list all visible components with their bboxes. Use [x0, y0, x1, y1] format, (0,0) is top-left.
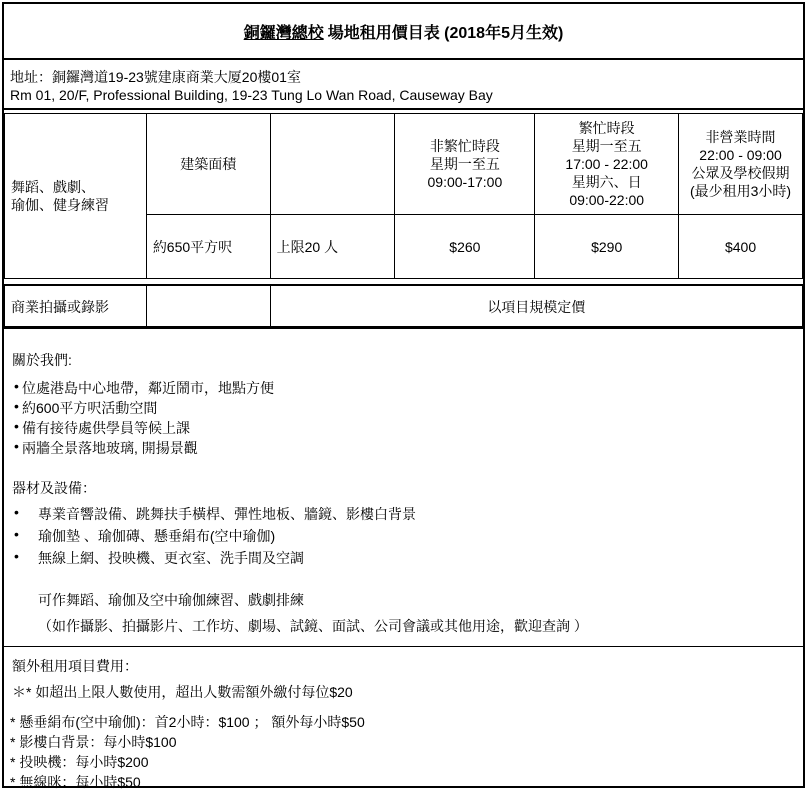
equipment-item: • 瑜伽墊 、瑜伽磚、懸垂絹布(空中瑜伽) — [14, 526, 276, 544]
period-after-hours — [679, 114, 803, 215]
period-detail: 星期一至五 09:00-17:00 — [427, 156, 503, 190]
address-english: Rm 01, 20/F, Professional Building, 19-23 Tung Lo Wan Road, Causeway Bay — [10, 87, 493, 103]
price-table — [4, 113, 803, 329]
activity-label: 舞蹈、戲劇、 瑜伽、健身練習 — [5, 114, 147, 279]
address-block — [4, 58, 803, 110]
extra-item: * 懸垂絹布(空中瑜伽)：首2小時：$100 ； 額外每小時$50 — [10, 714, 365, 730]
extra-item: * 無線咪：每小時$50 — [10, 774, 141, 790]
commercial-label: 商業拍攝或錄影 — [5, 285, 147, 329]
period-name: 非繁忙時段 — [429, 138, 500, 154]
extra-item: * 影樓白背景：每小時$100 — [10, 734, 177, 750]
about-item: • 位處港島中心地帶，鄰近鬧市，地點方便 — [14, 378, 274, 396]
extra-overflow: ＊* 如超出上限人數使用，超出人數需額外繳付每位$20 — [12, 684, 353, 700]
price-after-hours: $400 — [679, 215, 803, 279]
page-title — [4, 4, 803, 60]
period-detail: 星期一至五 17:00 - 22:00 星期六、日 09:00-22:00 — [565, 138, 648, 208]
school-name: 銅鑼灣總校 — [243, 24, 324, 42]
price-offpeak: $260 — [395, 215, 535, 279]
about-heading: 關於我們: — [12, 352, 72, 368]
period-detail: 22:00 - 09:00 公眾及學校假期 (最少租用3小時) — [689, 147, 792, 199]
period-name: 繁忙時段 — [578, 120, 635, 136]
area-value: 約650平方呎 — [146, 215, 270, 279]
capacity-value: 上限20 人 — [270, 215, 395, 279]
equipment-item: • 專業音響設備、跳舞扶手橫桿、彈性地板、牆鏡、影樓白背景 — [14, 504, 416, 522]
extra-divider — [4, 646, 803, 647]
info-section — [4, 326, 803, 790]
capacity-header — [270, 114, 395, 215]
equipment-item: • 無線上網、投映機、更衣室、洗手間及空調 — [14, 548, 304, 566]
about-item: • 備有接待處供學員等候上課 — [14, 418, 190, 436]
commercial-empty — [146, 285, 270, 329]
extra-heading: 額外租用項目費用： — [12, 658, 138, 674]
about-item: • 兩牆全景落地玻璃, 開揚景觀 — [14, 438, 198, 456]
usage-text: 可作舞蹈、瑜伽及空中瑜伽練習、戲劇排練 — [38, 592, 304, 608]
usage-note: （如作攝影、拍攝影片、工作坊、劇場、試鏡、面試、公司會議或其他用途，歡迎查詢 ） — [38, 618, 588, 634]
address-chinese: 地址：銅鑼灣道19-23號建康商業大厦20樓01室 — [10, 69, 301, 85]
period-name: 非營業時間 — [705, 129, 776, 145]
title-text: 場地租用價目表 (2018年5月生效) — [327, 24, 564, 42]
period-peak — [535, 114, 679, 215]
about-item: • 約600平方呎活動空間 — [14, 398, 158, 416]
commercial-price: 以項目規模定價 — [270, 285, 802, 329]
equipment-heading: 器材及設備： — [12, 480, 96, 496]
area-header: 建築面積 — [146, 114, 270, 215]
period-offpeak — [395, 114, 535, 215]
extra-item: * 投映機：每小時$200 — [10, 754, 149, 770]
price-sheet — [2, 2, 805, 788]
price-peak: $290 — [535, 215, 679, 279]
